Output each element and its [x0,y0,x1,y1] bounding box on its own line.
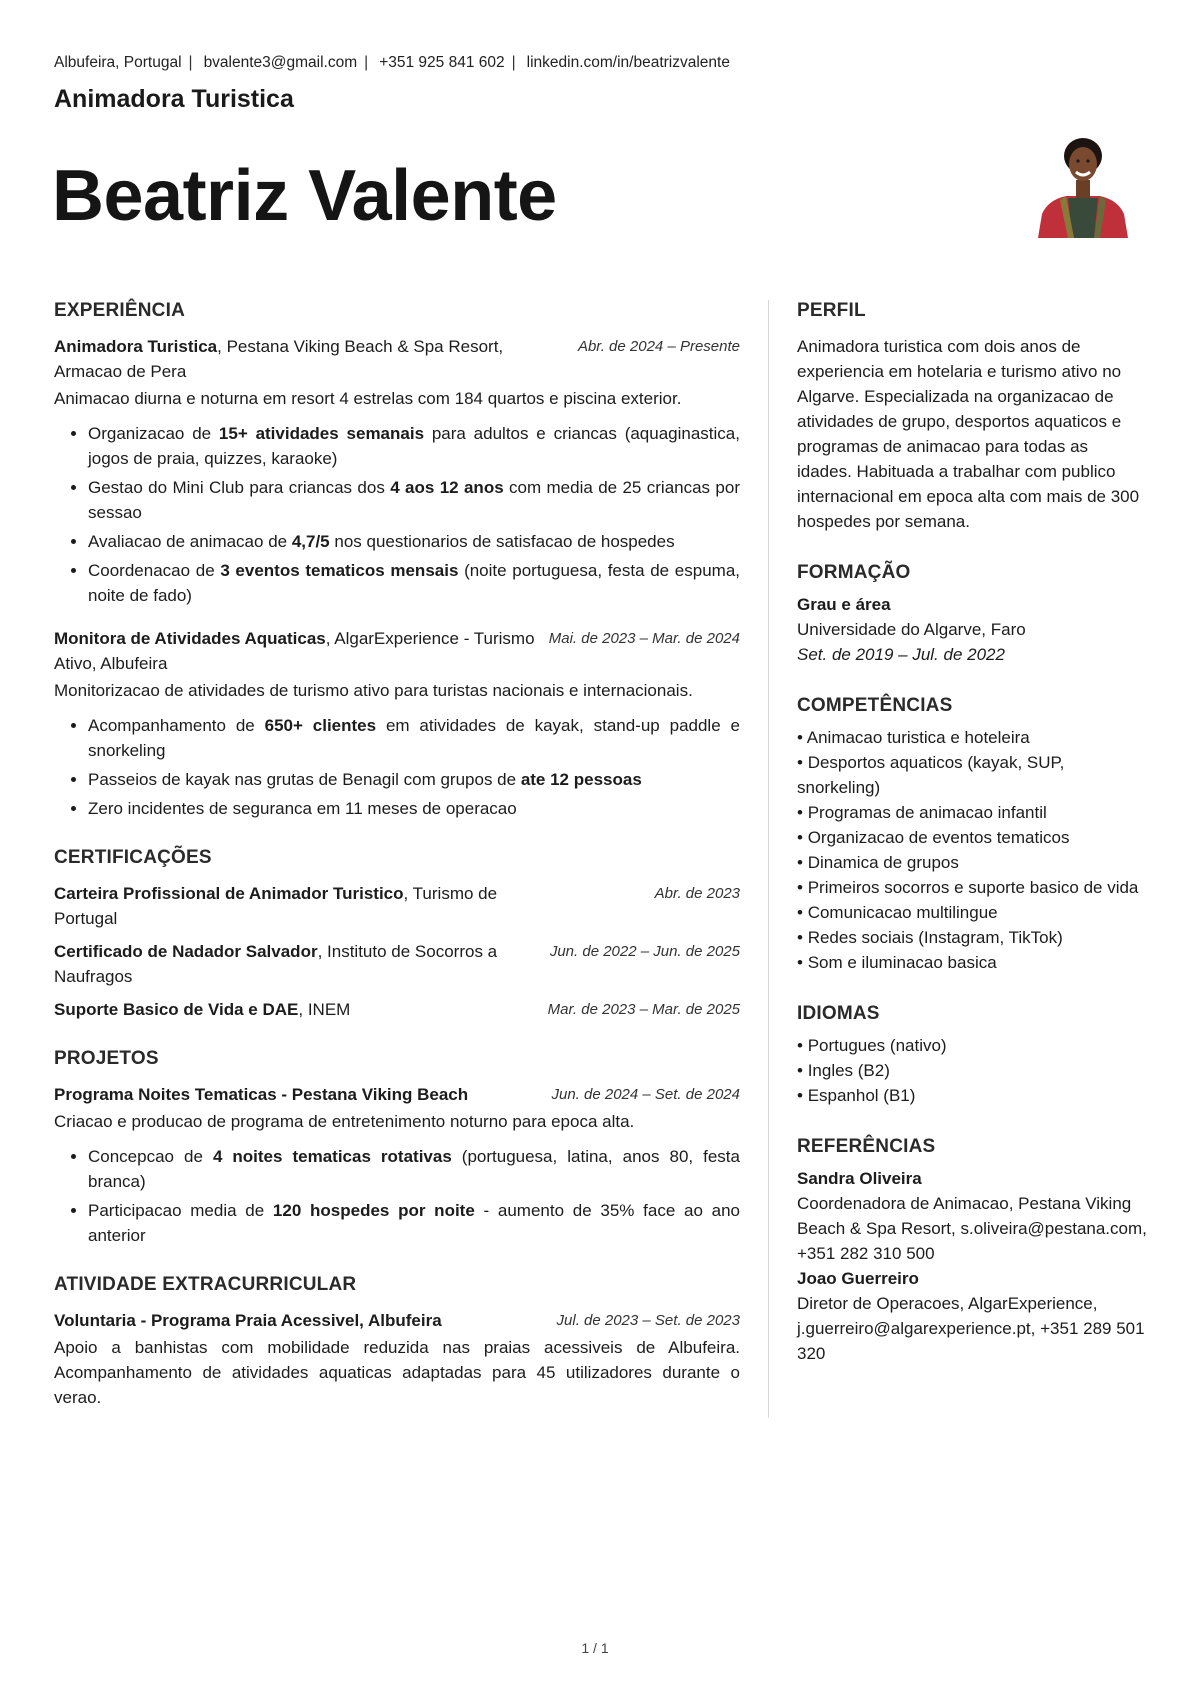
reference-details: Coordenadora de Animacao, Pestana Viking Beach & Spa Resort, s.oliveira@pestana.com, +351 282 310 500 [797,1194,1147,1263]
skill-item: • Organizacao de eventos tematicos [797,825,1147,850]
job-org: , AlgarExperience - Turismo Ativo, Albufeira [54,629,535,673]
language-item: • Portugues (nativo) [797,1033,1147,1058]
reference-details: Diretor de Operacoes, AlgarExperience, j.guerreiro@algarexperience.pt, +351 289 501 320 [797,1294,1145,1363]
certifications-section [54,847,740,1022]
project-name: Programa Noites Tematicas - Pestana Viking Beach [54,1085,469,1104]
list-item: • Coordenacao de 3 eventos tematicos mensais (noite portuguesa, festa de espuma, noite de fado) [88,558,740,608]
cert-name: Suporte Basico de Vida e DAE [54,1000,299,1019]
main-column [54,300,740,1436]
list-item: • Passeios de kayak nas grutas de Benagil com grupos de ate 12 pessoas [88,767,740,792]
list-item: • Concepcao de 4 noites tematicas rotativas (portuguesa, latina, anos 80, festa branca) [88,1144,740,1194]
entry-header [54,334,740,384]
achievement-list [54,713,740,821]
list-item: • Participacao media de 120 hospedes por noite - aumento de 35% face ao ano anterior [88,1198,740,1248]
section-title: IDIOMAS [797,1003,880,1024]
skill-item: • Programas de animacao infantil [797,800,1147,825]
education-dates: Set. de 2019 – Jul. de 2022 [797,645,1005,664]
separator: | [511,54,516,71]
school-text: Universidade do Algarve, Faro [797,620,1026,639]
experience-entry [54,334,740,608]
profile-text: Animadora turistica com dois anos de experiencia em hotelaria e turismo ativo no Algarve. Especializada na organizacao de atividades de grupo, desportos aquaticos e programas de animacao para todas as idades. Habituada a trabalhar com publico internacional em epoca alta com mais de 300 hospedes por semana. [797,337,1140,531]
list-item: • Organizacao de 15+ atividades semanais para adultos e criancas (aquaginastica, jogos de praia, quizzes, karaoke) [88,421,740,471]
column-divider [768,300,769,1418]
job-org: , Pestana Viking Beach & Spa Resort, Armacao de Pera [54,337,504,381]
job-role: Animadora Turistica [54,337,218,356]
cert-name: Certificado de Nadador Salvador [54,942,318,961]
candidate-name: Beatriz Valente [52,156,557,236]
extracurricular-entry [54,1308,740,1410]
skill-item: • Animacao turistica e hoteleira [797,725,1147,750]
extracurricular-section [54,1274,740,1410]
project-date: Jun. de 2024 – Set. de 2024 [551,1086,740,1103]
separator: | [364,54,369,71]
sidebar-column [797,300,1147,1394]
cert-name: Carteira Profissional de Animador Turistico [54,884,404,903]
profile-section [797,300,1147,534]
section-title: COMPETÊNCIAS [797,695,953,716]
cert-date: Jun. de 2022 – Jun. de 2025 [549,943,740,960]
section-title: REFERÊNCIAS [797,1136,936,1157]
list-item: • Avaliacao de animacao de 4,7/5 nos questionarios de satisfacao de hospedes [88,529,740,554]
linkedin-link[interactable]: linkedin.com/in/beatrizvalente [526,54,730,71]
entry-header [54,626,740,676]
job-date: Abr. de 2024 – Presente [577,338,740,355]
activity-name: Voluntaria - Programa Praia Acessivel, Albufeira [54,1311,442,1330]
page-number: 1 / 1 [581,1640,609,1656]
languages-section [797,1003,1147,1108]
job-description: Monitorizacao de atividades de turismo ativo para turistas nacionais e internacionais. [54,681,693,700]
contact-line [54,54,730,72]
reference-name: Sandra Oliveira [797,1169,922,1188]
certification-row [54,881,740,931]
reference-name: Joao Guerreiro [797,1269,919,1288]
skill-item: • Desportos aquaticos (kayak, SUP, snorkeling) [797,750,1147,800]
portrait-image [1032,134,1134,238]
achievement-list [54,421,740,608]
entry-header [54,1082,740,1107]
skill-item: • Comunicacao multilingue [797,900,1147,925]
project-entry [54,1082,740,1248]
cert-date: Mar. de 2023 – Mar. de 2025 [547,1001,740,1018]
experience-entry [54,626,740,821]
list-item: • Gestao do Mini Club para criancas dos 4 aos 12 anos com media de 25 criancas por sessao [88,475,740,525]
skill-item: • Dinamica de grupos [797,850,1147,875]
entry-header [54,1308,740,1333]
phone-text: +351 925 841 602 [379,54,505,71]
section-title: FORMAÇÃO [797,562,911,583]
separator: | [188,54,193,71]
degree-text: Grau e área [797,595,891,614]
job-description: Animacao diurna e noturna em resort 4 estrelas com 184 quartos e piscina exterior. [54,389,682,408]
skill-item: • Redes sociais (Instagram, TikTok) [797,925,1147,950]
skills-section [797,695,1147,975]
cert-date: Abr. de 2023 [654,885,740,902]
cert-issuer: , INEM [298,1000,351,1019]
education-section [797,562,1147,667]
activity-description: Apoio a banhistas com mobilidade reduzida nas praias acessiveis de Albufeira. Acompanhamento de atividades aquaticas adaptadas para 45 utilizadores durante o verao. [54,1338,740,1407]
language-item: • Ingles (B2) [797,1058,1147,1083]
language-item: • Espanhol (B1) [797,1083,1147,1108]
list-item: • Acompanhamento de 650+ clientes em atividades de kayak, stand-up paddle e snorkeling [88,713,740,763]
list-item: • Zero incidentes de seguranca em 11 meses de operacao [88,796,740,821]
projects-section [54,1048,740,1248]
section-title: ATIVIDADE EXTRACURRICULAR [54,1274,357,1295]
references-section [797,1136,1147,1366]
skill-item: • Primeiros socorros e suporte basico de vida [797,875,1147,900]
section-title: PERFIL [797,300,866,321]
experience-section [54,300,740,821]
profile-photo [1032,134,1134,238]
project-description: Criacao e producao de programa de entretenimento noturno para epoca alta. [54,1112,635,1131]
skill-item: • Som e iluminacao basica [797,950,1147,975]
achievement-list [54,1144,740,1248]
job-date: Mai. de 2023 – Mar. de 2024 [548,630,740,647]
section-title: CERTIFICAÇÕES [54,847,212,868]
location-text: Albufeira, Portugal [54,54,182,71]
job-role: Monitora de Atividades Aquaticas [54,629,326,648]
section-title: PROJETOS [54,1048,159,1069]
activity-date: Jul. de 2023 – Set. de 2023 [556,1312,740,1329]
section-title: EXPERIÊNCIA [54,300,186,321]
cert-issuer: , Instituto de Socorros a Naufragos [54,942,498,986]
email-link[interactable]: bvalente3@gmail.com [203,54,358,71]
certification-row [54,997,740,1022]
certification-row [54,939,740,989]
cert-issuer: , Turismo de Portugal [54,884,498,928]
job-title: Animadora Turistica [54,85,294,113]
